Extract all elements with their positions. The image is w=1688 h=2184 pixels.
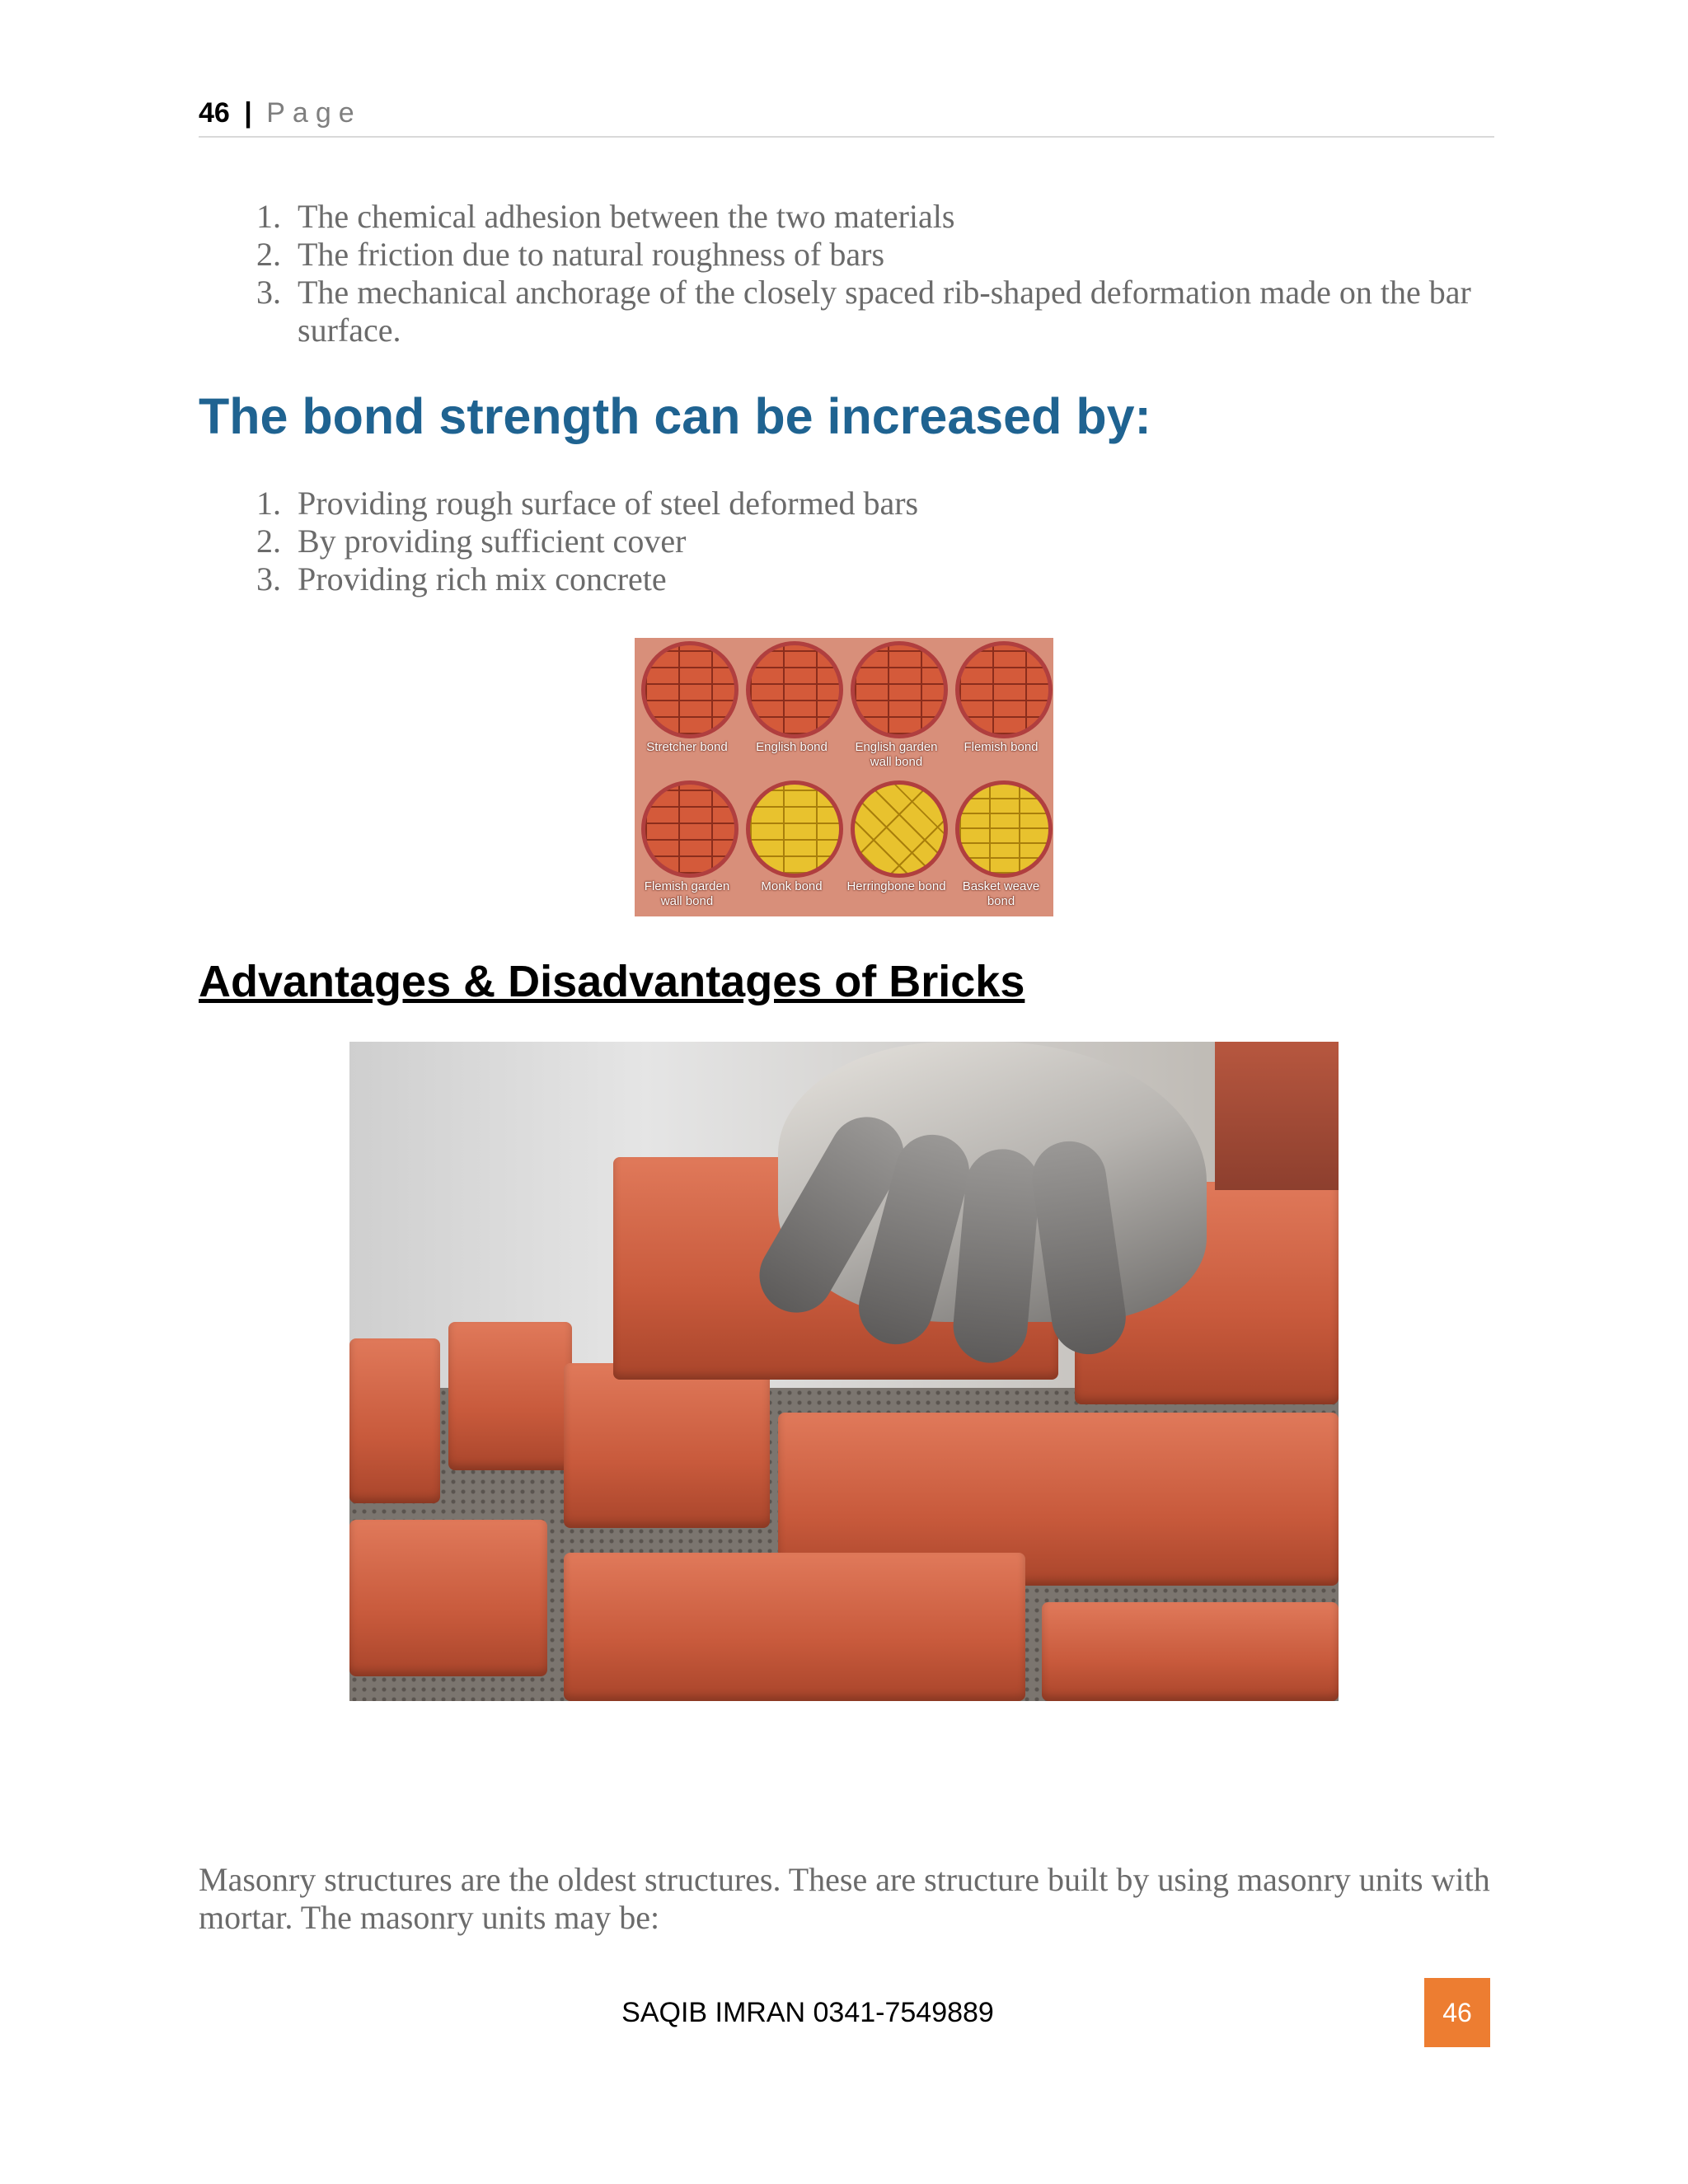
list-text: Providing rough surface of steel deformed bars <box>298 485 919 522</box>
bond-cell <box>844 638 949 777</box>
list-item <box>199 274 1494 349</box>
list-number: 1. <box>256 485 281 522</box>
herringbone-bond-icon <box>851 780 948 878</box>
brick <box>564 1553 1025 1701</box>
english-garden-wall-bond-icon <box>851 641 948 738</box>
bond-cell <box>949 638 1053 777</box>
bond-label: English bond <box>756 740 828 754</box>
bricklaying-photo <box>349 1042 1339 1701</box>
bond-label: Herringbone bond <box>846 879 946 893</box>
stretcher-bond-icon <box>641 641 738 738</box>
brick <box>1042 1602 1339 1701</box>
list-item <box>199 236 1494 274</box>
bond-cell <box>844 777 949 916</box>
brick-bond-types-image <box>635 638 1053 916</box>
english-bond-icon <box>746 641 843 738</box>
bond-strength-heading: The bond strength can be increased by: <box>199 388 1151 444</box>
bond-label: English garden wall bond <box>855 740 938 769</box>
list-number: 2. <box>256 523 281 560</box>
list-text: The mechanical anchorage of the closely spaced rib-shaped deformation made on the bar surface. <box>298 274 1471 349</box>
brick <box>349 1520 547 1676</box>
bond-cell <box>739 638 844 777</box>
advantages-heading: Advantages & Disadvantages of Bricks <box>199 957 1025 1006</box>
masonry-paragraph: Masonry structures are the oldest structures. These are structure built by using masonry units with mortar. The masonry units may be: <box>199 1861 1490 1936</box>
bond-label: Flemish garden wall bond <box>644 879 730 908</box>
bond-increase-list <box>199 485 1494 598</box>
brick <box>349 1338 440 1503</box>
list-text: By providing sufficient cover <box>298 523 687 560</box>
monk-bond-icon <box>746 780 843 878</box>
bond-label: Monk bond <box>761 879 823 893</box>
bond-label: Stretcher bond <box>646 740 728 754</box>
page-header <box>199 97 1494 138</box>
list-item <box>199 560 1494 598</box>
footer-page-number-box: 46 <box>1424 1978 1490 2047</box>
list-number: 2. <box>256 236 281 273</box>
list-text: The friction due to natural roughness of bars <box>298 236 885 273</box>
header-page-number: 46 <box>199 97 230 129</box>
header-separator: | <box>244 97 252 129</box>
brick <box>448 1322 572 1470</box>
basket-weave-bond-icon <box>955 780 1053 878</box>
flemish-garden-wall-bond-icon <box>641 780 738 878</box>
list-item <box>199 523 1494 560</box>
flemish-bond-icon <box>955 641 1053 738</box>
brick <box>564 1363 770 1528</box>
list-text: The chemical adhesion between the two materials <box>298 198 955 235</box>
list-item <box>199 198 1494 236</box>
list-text: Providing rich mix concrete <box>298 560 667 598</box>
footer-author: SAQIB IMRAN 0341-7549889 <box>621 1997 994 2028</box>
bond-cell <box>949 777 1053 916</box>
bond-label: Flemish bond <box>964 740 1039 754</box>
bond-cell <box>635 638 739 777</box>
bond-label: Basket weave bond <box>962 879 1040 908</box>
bond-factors-list <box>199 198 1494 349</box>
list-number: 3. <box>256 560 281 598</box>
bond-cell <box>635 777 739 916</box>
list-number: 3. <box>256 274 281 311</box>
list-number: 1. <box>256 198 281 235</box>
bond-cell <box>739 777 844 916</box>
worker-arm <box>1215 1042 1339 1190</box>
header-page-label: Page <box>266 97 362 129</box>
list-item <box>199 485 1494 523</box>
